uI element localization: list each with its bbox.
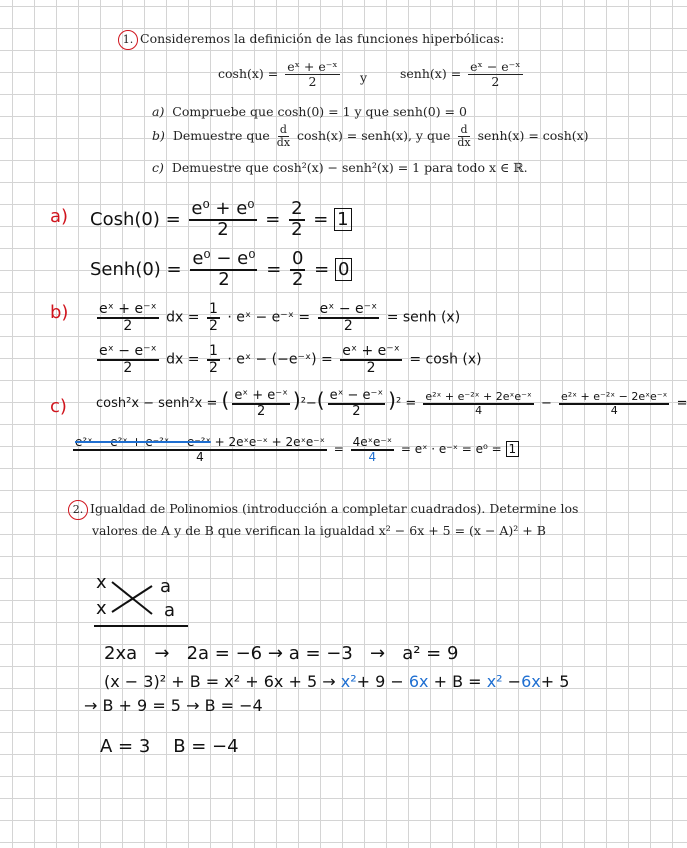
- hand-c-l2-box: 1: [506, 441, 520, 457]
- hand-c-l2-eq: =: [333, 442, 344, 457]
- hand-a-l2-frac: [190, 250, 257, 290]
- hand2-l2-6xb: 6x: [521, 672, 541, 691]
- d-num-1: d: [279, 123, 287, 136]
- hand-a-l1-den: 2: [217, 218, 229, 240]
- hand-c-l2-den: 4: [196, 449, 204, 464]
- problem1-number: 1.: [118, 30, 138, 50]
- senh-num: eˣ − e⁻ˣ: [470, 59, 521, 74]
- hand-b-l2-den: 2: [123, 359, 133, 376]
- hand-b-l2-frac: [97, 344, 159, 375]
- hand2-a2: a: [164, 600, 176, 621]
- hand-b-l2-rnum: eˣ + e⁻ˣ: [342, 343, 400, 359]
- hand-b-l2-num: eˣ − e⁻ˣ: [99, 343, 157, 359]
- hand2-answer: [100, 736, 239, 757]
- hand-b-l1-rnum: eˣ − e⁻ˣ: [319, 301, 378, 317]
- problem2-line1: [68, 500, 578, 520]
- item-a-text: Compruebe que cosh(0) = 1 y que senh(0) = 0: [172, 104, 467, 119]
- hand-a-label: a): [50, 206, 69, 227]
- hand-b-l1-rfrac: [318, 302, 380, 333]
- hand-a-l1-eq: =: [265, 208, 281, 230]
- hand-b-l1-exp: · eˣ − e⁻ˣ =: [227, 309, 311, 326]
- hand-c-l1-lhs: cosh²x − senh²x =: [96, 396, 218, 411]
- dx-den-1: dx: [276, 136, 291, 150]
- problem2-line2: valores de A y de B que verifican la igualdad x² − 6x + 5 = (x − A)² + B: [92, 523, 546, 538]
- arrow-right-icon: →: [154, 643, 170, 664]
- hand-b-label: b): [50, 302, 69, 323]
- hand2-l1-b: 2a = −6: [186, 643, 263, 664]
- hand-c-l1-rden2: 4: [610, 403, 618, 417]
- hand-a-line1: Cosh(0) = $\frac{\text{e⁰ + e⁰}}{2}$ = $\frac{2}{2}$ = 1: [90, 200, 352, 240]
- cosh-definition: [218, 60, 343, 89]
- hand2-l1-d: a² = 9: [402, 643, 459, 664]
- item-b-label: b): [152, 128, 165, 144]
- d-num-2: d: [460, 123, 468, 136]
- cosh-fraction: [285, 60, 339, 89]
- hand-b-l2-exp: · eˣ − (−e⁻ˣ) =: [227, 351, 333, 368]
- item-b-pre: Demuestre que: [172, 128, 270, 144]
- senh-den: 2: [491, 73, 500, 89]
- hand-a-l1-num2: 2: [291, 198, 303, 219]
- problem2-text-1: Igualdad de Polinomios (introducción a completar cuadrados). Determine los: [90, 501, 579, 516]
- hand2-line2: [104, 672, 569, 691]
- hand-b-l2-mid: dx =: [166, 351, 200, 368]
- hand2-l2-6x: 6x: [408, 672, 429, 691]
- hand-b-l2-half-num: 1: [208, 343, 218, 359]
- item-a-label: a): [152, 104, 165, 119]
- hand-c-l1-p1: [232, 389, 290, 418]
- hand-b-l2-rfrac: [340, 344, 402, 375]
- item-a: [152, 104, 467, 119]
- answer-a: A = 3: [100, 736, 151, 757]
- hand-c-label: c): [50, 396, 67, 417]
- hand-a-l1-num: e⁰ + e⁰: [191, 198, 255, 219]
- hand-b-l2-half: [207, 344, 220, 375]
- hand-c-l1-p2den: 2: [352, 403, 361, 419]
- hand2-l2-minus: −: [502, 672, 522, 691]
- hand-c-l1-r1: [423, 391, 533, 416]
- hand-c-l2-rden: 4: [368, 449, 377, 464]
- hand-c-l2-num-cancelled: e²ˣ − e²ˣ + e⁻²ˣ − e⁻²ˣ: [75, 435, 211, 449]
- item-c-label: c): [152, 160, 164, 175]
- item-c-text: Demuestre que cosh²(x) − senh²(x) = 1 para todo x ∈ ℝ.: [171, 160, 528, 175]
- hand-a-l2-den: 2: [218, 268, 230, 290]
- hand-b-l1-rden: 2: [343, 317, 353, 334]
- cosh-den: 2: [308, 73, 317, 89]
- item-b-mid: cosh(x) = senh(x), y que: [297, 128, 451, 144]
- senh-definition: [400, 60, 526, 89]
- hand-b-l1-half-num: 1: [208, 301, 218, 317]
- item-c: [152, 160, 528, 175]
- hand-b-l1-half-den: 2: [208, 317, 218, 334]
- hand2-line3: → B + 9 = 5 → B = −4: [84, 696, 263, 715]
- hand-b-l2-half-den: 2: [208, 359, 218, 376]
- hand-b-l2-rden: 2: [366, 359, 376, 376]
- hand-b-l1-num: eˣ + e⁻ˣ: [99, 301, 157, 317]
- hand2-l1-a: 2xa: [104, 643, 138, 664]
- arrow-right-icon: →: [322, 672, 336, 691]
- hand-c-l1-rnum2: e²ˣ + e⁻²ˣ − 2eˣe⁻ˣ: [560, 389, 668, 403]
- hand-b-l1-half: [207, 302, 220, 333]
- hand-a-l2-num2: 0: [292, 248, 304, 269]
- hand-b-l1-frac: [97, 302, 159, 333]
- hand-c-l2-num-kept: + 2eˣe⁻ˣ + 2eˣe⁻ˣ: [210, 435, 325, 449]
- conjunction-y: y: [360, 70, 368, 85]
- hand-c-l1-r2: [559, 391, 669, 416]
- hand-b-l1-den: 2: [123, 317, 133, 334]
- hand-c-l1-p1den: 2: [256, 403, 266, 419]
- problem1-statement: Consideremos la definición de las funciones hiperbólicas:: [140, 31, 505, 46]
- item-b-end: senh(x) = cosh(x): [477, 128, 589, 144]
- hand-b-l1-mid: dx =: [166, 309, 200, 326]
- hand2-l1-c: a = −3: [288, 643, 353, 664]
- arrow-right-icon: →: [267, 643, 283, 664]
- hand-c-l2-rfrac: [351, 436, 394, 463]
- hand-c-line1: cosh²x − senh²x = ( $\frac{\text{eˣ + e⁻ˣ}}{2}$ )²−( $\frac{\text{eˣ − e⁻ˣ}}{2}$ )² = $\frac{\text{e²ˣ + e⁻²ˣ + 2eˣe⁻ˣ}}{4}$ − $\frac{\text{e²ˣ + e⁻²ˣ − 2eˣe⁻ˣ}}{4}$ =: [96, 387, 687, 419]
- hand2-l2-end1: + B =: [433, 672, 482, 691]
- hand-c-line2: [70, 436, 519, 463]
- hand-b-line2: [94, 344, 482, 375]
- hand-a-l2-lhs: Senh(0) =: [90, 258, 182, 280]
- hand2-l2-x2b: x²: [486, 672, 503, 691]
- hand2-l2-x2: x²: [340, 672, 357, 691]
- hand2-x1: x: [96, 572, 107, 593]
- cosh-num: eˣ + e⁻ˣ: [287, 59, 338, 74]
- hand-a-l1-den2: 2: [291, 218, 303, 240]
- d-dx-2: [457, 124, 470, 149]
- item-b: [152, 124, 589, 149]
- senh-fraction: [468, 60, 522, 89]
- arrow-right-icon: →: [369, 643, 386, 664]
- hand2-l2-end2: + 5: [540, 672, 570, 691]
- hand-a-l2-den2: 2: [292, 268, 304, 290]
- hand-c-l2-rnum: 4eˣe⁻ˣ: [352, 435, 393, 449]
- hand2-l2-a: (x − 3)² + B = x² + 6x + 5: [104, 672, 318, 691]
- hand-a-l1-lhs: Cosh(0) =: [90, 208, 181, 230]
- hand-c-l1-rnum1: e²ˣ + e⁻²ˣ + 2eˣe⁻ˣ: [425, 389, 532, 403]
- hand2-line1: [104, 643, 458, 664]
- hand-c-l1-p1num: eˣ + e⁻ˣ: [234, 387, 288, 403]
- cosh-lhs: cosh(x) =: [218, 65, 279, 81]
- hand-a-l1-frac2: [289, 200, 304, 240]
- hand2-a1: a: [160, 576, 172, 597]
- problem2-number: 2.: [68, 500, 88, 520]
- hand-a-l2-frac2: [290, 250, 305, 290]
- hand-c-l2-result: = eˣ · e⁻ˣ = e⁰ =: [400, 442, 502, 457]
- hand-c-l1-p2num: eˣ − e⁻ˣ: [329, 387, 384, 403]
- hand-c-l1-p2: [328, 389, 386, 418]
- cross-diagram: [92, 572, 192, 634]
- hand-b-l2-result: = cosh (x): [409, 351, 482, 368]
- problem1-heading: [118, 30, 504, 50]
- d-dx-1: [277, 124, 290, 149]
- hand2-l2-mid: + 9 −: [356, 672, 404, 691]
- hand-b-line1: [94, 302, 460, 333]
- hand-a-line2: Senh(0) = $\frac{\text{e⁰ − e⁰}}{2}$ = $\frac{0}{2}$ = 0: [90, 250, 352, 290]
- hand-a-l1-result: 1: [334, 208, 351, 231]
- hand-a-l2-result: 0: [335, 258, 352, 281]
- hand-a-l2-num: e⁰ − e⁰: [192, 248, 256, 269]
- hand2-x2: x: [96, 598, 107, 619]
- hand-c-l2-frac: [73, 436, 327, 463]
- hand-a-l1-frac: [189, 200, 256, 240]
- answer-b: B = −4: [173, 736, 239, 757]
- hand-c-l1-rden1: 4: [475, 403, 483, 417]
- dx-den-2: dx: [457, 136, 471, 150]
- hand-b-l1-result: = senh (x): [386, 309, 461, 326]
- senh-lhs: senh(x) =: [400, 65, 462, 81]
